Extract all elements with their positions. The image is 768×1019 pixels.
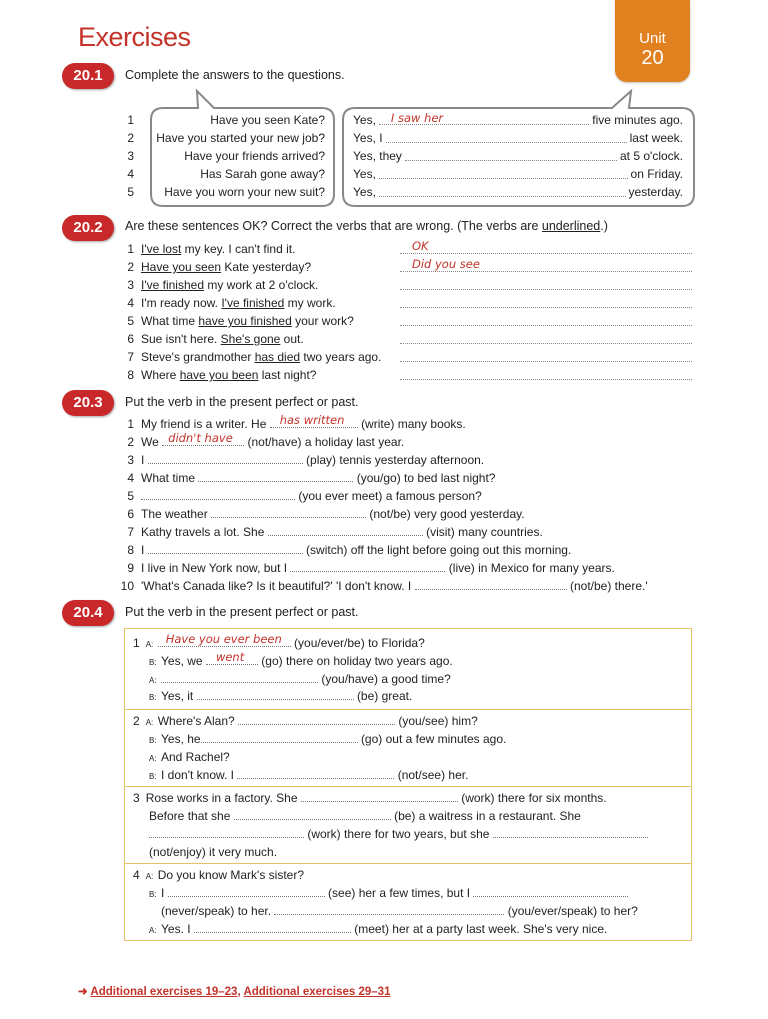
answer-field[interactable] <box>238 712 395 725</box>
unit-label: Unit <box>639 30 666 47</box>
list-item: Yes, they at 5 o'clock. <box>353 149 683 163</box>
answer-field[interactable] <box>149 825 304 838</box>
answer-field[interactable]: went <box>206 652 258 665</box>
answer-field[interactable]: has written <box>270 415 358 428</box>
additional-exercises-link[interactable]: Additional exercises 19–23 <box>90 986 238 998</box>
dialogue-1: 1 A: Have you ever been (you/ever/be) to Florida? B: Yes, we went (go) there on holiday two years ago. A: (you/have) a good time? B: Yes, it (be) great. <box>125 629 691 710</box>
answer-field[interactable] <box>400 366 692 380</box>
answer-field[interactable]: OK <box>400 240 692 254</box>
list-item: 5 Have you worn your new suit? <box>127 185 325 199</box>
list-item: 4 I'm ready now. I've finished my work. <box>120 294 692 312</box>
exercise-badge-20-2: 20.2 <box>62 215 114 241</box>
list-item: 9 I live in New York now, but I (live) in Mexico for many years. <box>127 561 615 575</box>
list-item: 7 Kathy travels a lot. She (visit) many countries. <box>127 525 543 539</box>
dialogue-box <box>124 628 692 941</box>
exercise-badge-20-3: 20.3 <box>62 390 114 416</box>
answer-field[interactable] <box>400 312 692 326</box>
list-item: 2 Have you seen Kate yesterday? Did you see <box>120 258 692 276</box>
list-item: 3 Have your friends arrived? <box>127 149 325 163</box>
answer-field[interactable] <box>168 884 325 897</box>
list-item: 2 Have you started your new job? <box>127 131 325 145</box>
answer-field[interactable] <box>400 294 692 308</box>
list-item: 5 (you ever meet) a famous person? <box>127 489 482 503</box>
list-item: 1 My friend is a writer. He has written (write) many books. <box>127 413 466 431</box>
verb-list <box>114 415 694 595</box>
additional-exercises-link[interactable]: Additional exercises 29–31 <box>243 986 391 998</box>
list-item: 1 Have you seen Kate? <box>127 113 325 127</box>
exercise-badge-20-4: 20.4 <box>62 600 114 626</box>
answer-field[interactable] <box>301 789 458 802</box>
exercise-badge-20-1: 20.1 <box>62 63 114 89</box>
list-item: 4 Has Sarah gone away? <box>127 167 325 181</box>
list-item: 7 Steve's grandmother has died two years ago. <box>120 348 692 366</box>
exercise-instruction: Are these sentences OK? Correct the verbs that are wrong. (The verbs are underlined.) <box>125 219 608 233</box>
list-item: 1 I've lost my key. I can't find it. OK <box>120 240 692 258</box>
answer-field[interactable] <box>386 129 627 143</box>
arrow-icon: ➜ <box>78 986 88 998</box>
answer-field[interactable]: I saw her <box>390 111 444 125</box>
dialogue-3: 3 Rose works in a factory. She (work) there for six months. Before that she (be) a waitress in a restaurant. She (work) there for two years, but she (not/enjoy) it very much. <box>125 787 691 864</box>
answer-field[interactable] <box>237 766 394 779</box>
answer-field[interactable] <box>201 730 358 743</box>
list-item: 2 We didn't have (not/have) a holiday last year. <box>127 431 405 449</box>
list-item: 4 What time (you/go) to bed last night? <box>127 471 496 485</box>
list-item: Yes, I saw her five minutes ago. <box>353 111 683 127</box>
list-item: 6 Sue isn't here. She's gone out. <box>120 330 692 348</box>
answer-field[interactable] <box>400 330 692 344</box>
answer-field[interactable] <box>290 559 445 572</box>
list-item: Yes, yesterday. <box>353 185 683 199</box>
answer-field[interactable] <box>148 451 303 464</box>
answer-field[interactable]: Did you see <box>400 258 692 272</box>
list-item: 10 'What's Canada like? Is it beautiful?' 'I don't know. I (not/be) there.' <box>120 579 648 593</box>
answer-field[interactable] <box>197 687 354 700</box>
page-title: Exercises <box>78 22 191 52</box>
sentence-list <box>120 240 692 384</box>
footer-links: ➜ Additional exercises 19–23, Additional exercises 29–31 <box>78 986 391 998</box>
answer-field[interactable] <box>379 183 626 197</box>
list-item: 8 Where have you been last night? <box>120 366 692 384</box>
unit-number: 20 <box>641 47 664 69</box>
answer-field[interactable] <box>405 147 617 161</box>
dialogue-4: 4 A: Do you know Mark's sister? B: I (see) her a few times, but I (never/speak) to her. (you/ever/speak) to her? A: Yes. I (meet) her at a party last week. She's very nice. <box>133 868 638 936</box>
answer-field[interactable] <box>161 670 318 683</box>
list-item: 5 What time have you finished your work? <box>120 312 692 330</box>
answers-list <box>353 111 683 201</box>
answer-field[interactable] <box>141 487 295 500</box>
answer-field[interactable] <box>473 884 628 897</box>
list-item: 8 I (switch) off the light before going out this morning. <box>127 543 572 557</box>
list-item: 6 The weather (not/be) very good yesterday. <box>127 507 525 521</box>
list-item: Yes, on Friday. <box>353 167 683 181</box>
answer-field[interactable] <box>379 165 628 179</box>
list-item: 3 I've finished my work at 2 o'clock. <box>120 276 692 294</box>
answer-field[interactable] <box>211 505 366 518</box>
answer-field[interactable] <box>274 902 504 915</box>
answer-field[interactable] <box>493 825 648 838</box>
answer-field[interactable] <box>268 523 423 536</box>
answer-field[interactable]: Have you ever been <box>158 634 291 647</box>
list-item: 3 I (play) tennis yesterday afternoon. <box>127 453 485 467</box>
list-item: Yes, I last week. <box>353 131 683 145</box>
answer-field[interactable] <box>194 920 351 933</box>
exercise-instruction: Put the verb in the present perfect or past. <box>125 395 359 409</box>
questions-list <box>120 111 325 201</box>
exercise-instruction: Complete the answers to the questions. <box>125 68 345 82</box>
answer-field[interactable] <box>148 541 303 554</box>
answer-field[interactable] <box>400 276 692 290</box>
answer-field[interactable] <box>234 807 391 820</box>
answer-field[interactable] <box>400 348 692 362</box>
dialogue-2: 2 A: Where's Alan? (you/see) him? B: Yes, he (go) out a few minutes ago. A: And Rachel? B: I don't know. I (not/see) her. <box>125 710 691 787</box>
exercise-instruction: Put the verb in the present perfect or past. <box>125 605 359 619</box>
answer-field[interactable]: didn't have <box>162 433 244 446</box>
answer-field[interactable] <box>198 469 353 482</box>
answer-field[interactable] <box>415 577 567 590</box>
